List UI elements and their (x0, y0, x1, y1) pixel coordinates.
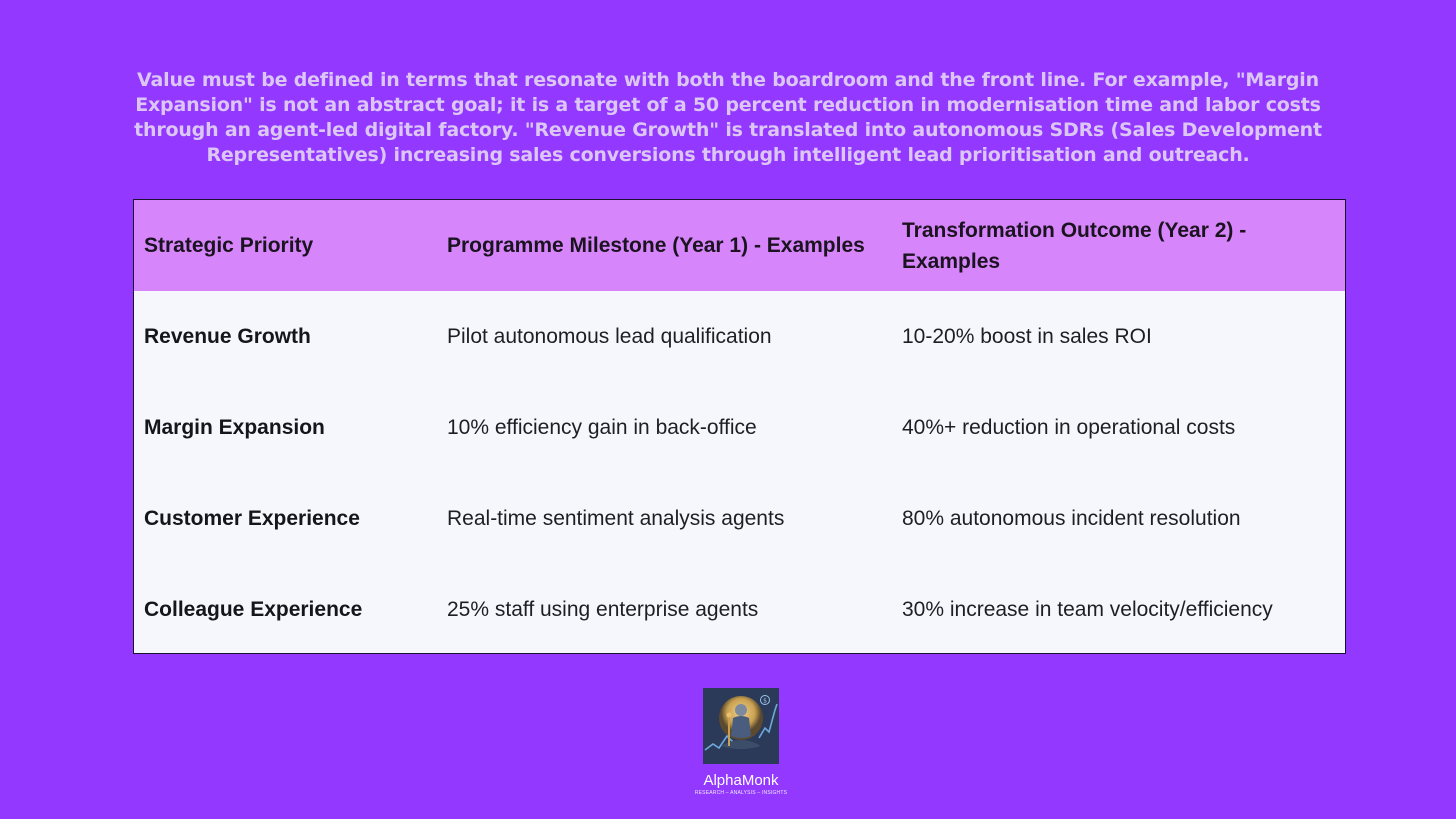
header-strategic-priority: Strategic Priority (144, 234, 314, 257)
table-row (134, 382, 1345, 473)
intro-paragraph: Value must be defined in terms that resonate with both the boardroom and the front line. For example, "Margin Expansion" is not an abstract goal; it is a target of a 50 percent reduction in modernisation time and labor costs through an agent-led digital factory. "Revenue Growth" is translated into autonomous SDRs (Sales Development Representatives) increasing sales conversions through intelligent lead prioritisation and outreach. (134, 69, 1322, 166)
outcome-cell: 80% autonomous incident resolution (902, 506, 1241, 530)
meditating-monk-logo-icon (703, 688, 779, 764)
milestone-cell: Real-time sentiment analysis agents (447, 506, 785, 530)
priority-cell: Customer Experience (144, 506, 360, 530)
outcome-cell: 40%+ reduction in operational costs (902, 415, 1236, 439)
milestone-cell: Pilot autonomous lead qualification (447, 324, 772, 348)
milestone-cell: 10% efficiency gain in back-office (447, 415, 757, 439)
table-row (134, 564, 1345, 654)
priority-cell: Revenue Growth (144, 324, 311, 348)
priority-table (133, 199, 1346, 654)
outcome-cell: 30% increase in team velocity/efficiency (902, 597, 1273, 621)
outcome-cell: 10-20% boost in sales ROI (902, 324, 1152, 348)
table-row (134, 291, 1345, 382)
table-row (134, 473, 1345, 564)
priority-cell: Colleague Experience (144, 597, 363, 621)
milestone-cell: 25% staff using enterprise agents (447, 597, 759, 621)
header-programme-milestone: Programme Milestone (Year 1) - Examples (447, 234, 865, 257)
priority-cell: Margin Expansion (144, 415, 325, 439)
header-transformation-outcome: Transformation Outcome (Year 2) - Examples (902, 218, 1247, 273)
brand-name: AlphaMonk (703, 772, 779, 789)
brand-tagline: RESEARCH – ANALYSIS – INSIGHTS (694, 790, 788, 796)
table-header-row (134, 200, 1345, 291)
svg-text:$: $ (763, 697, 767, 705)
